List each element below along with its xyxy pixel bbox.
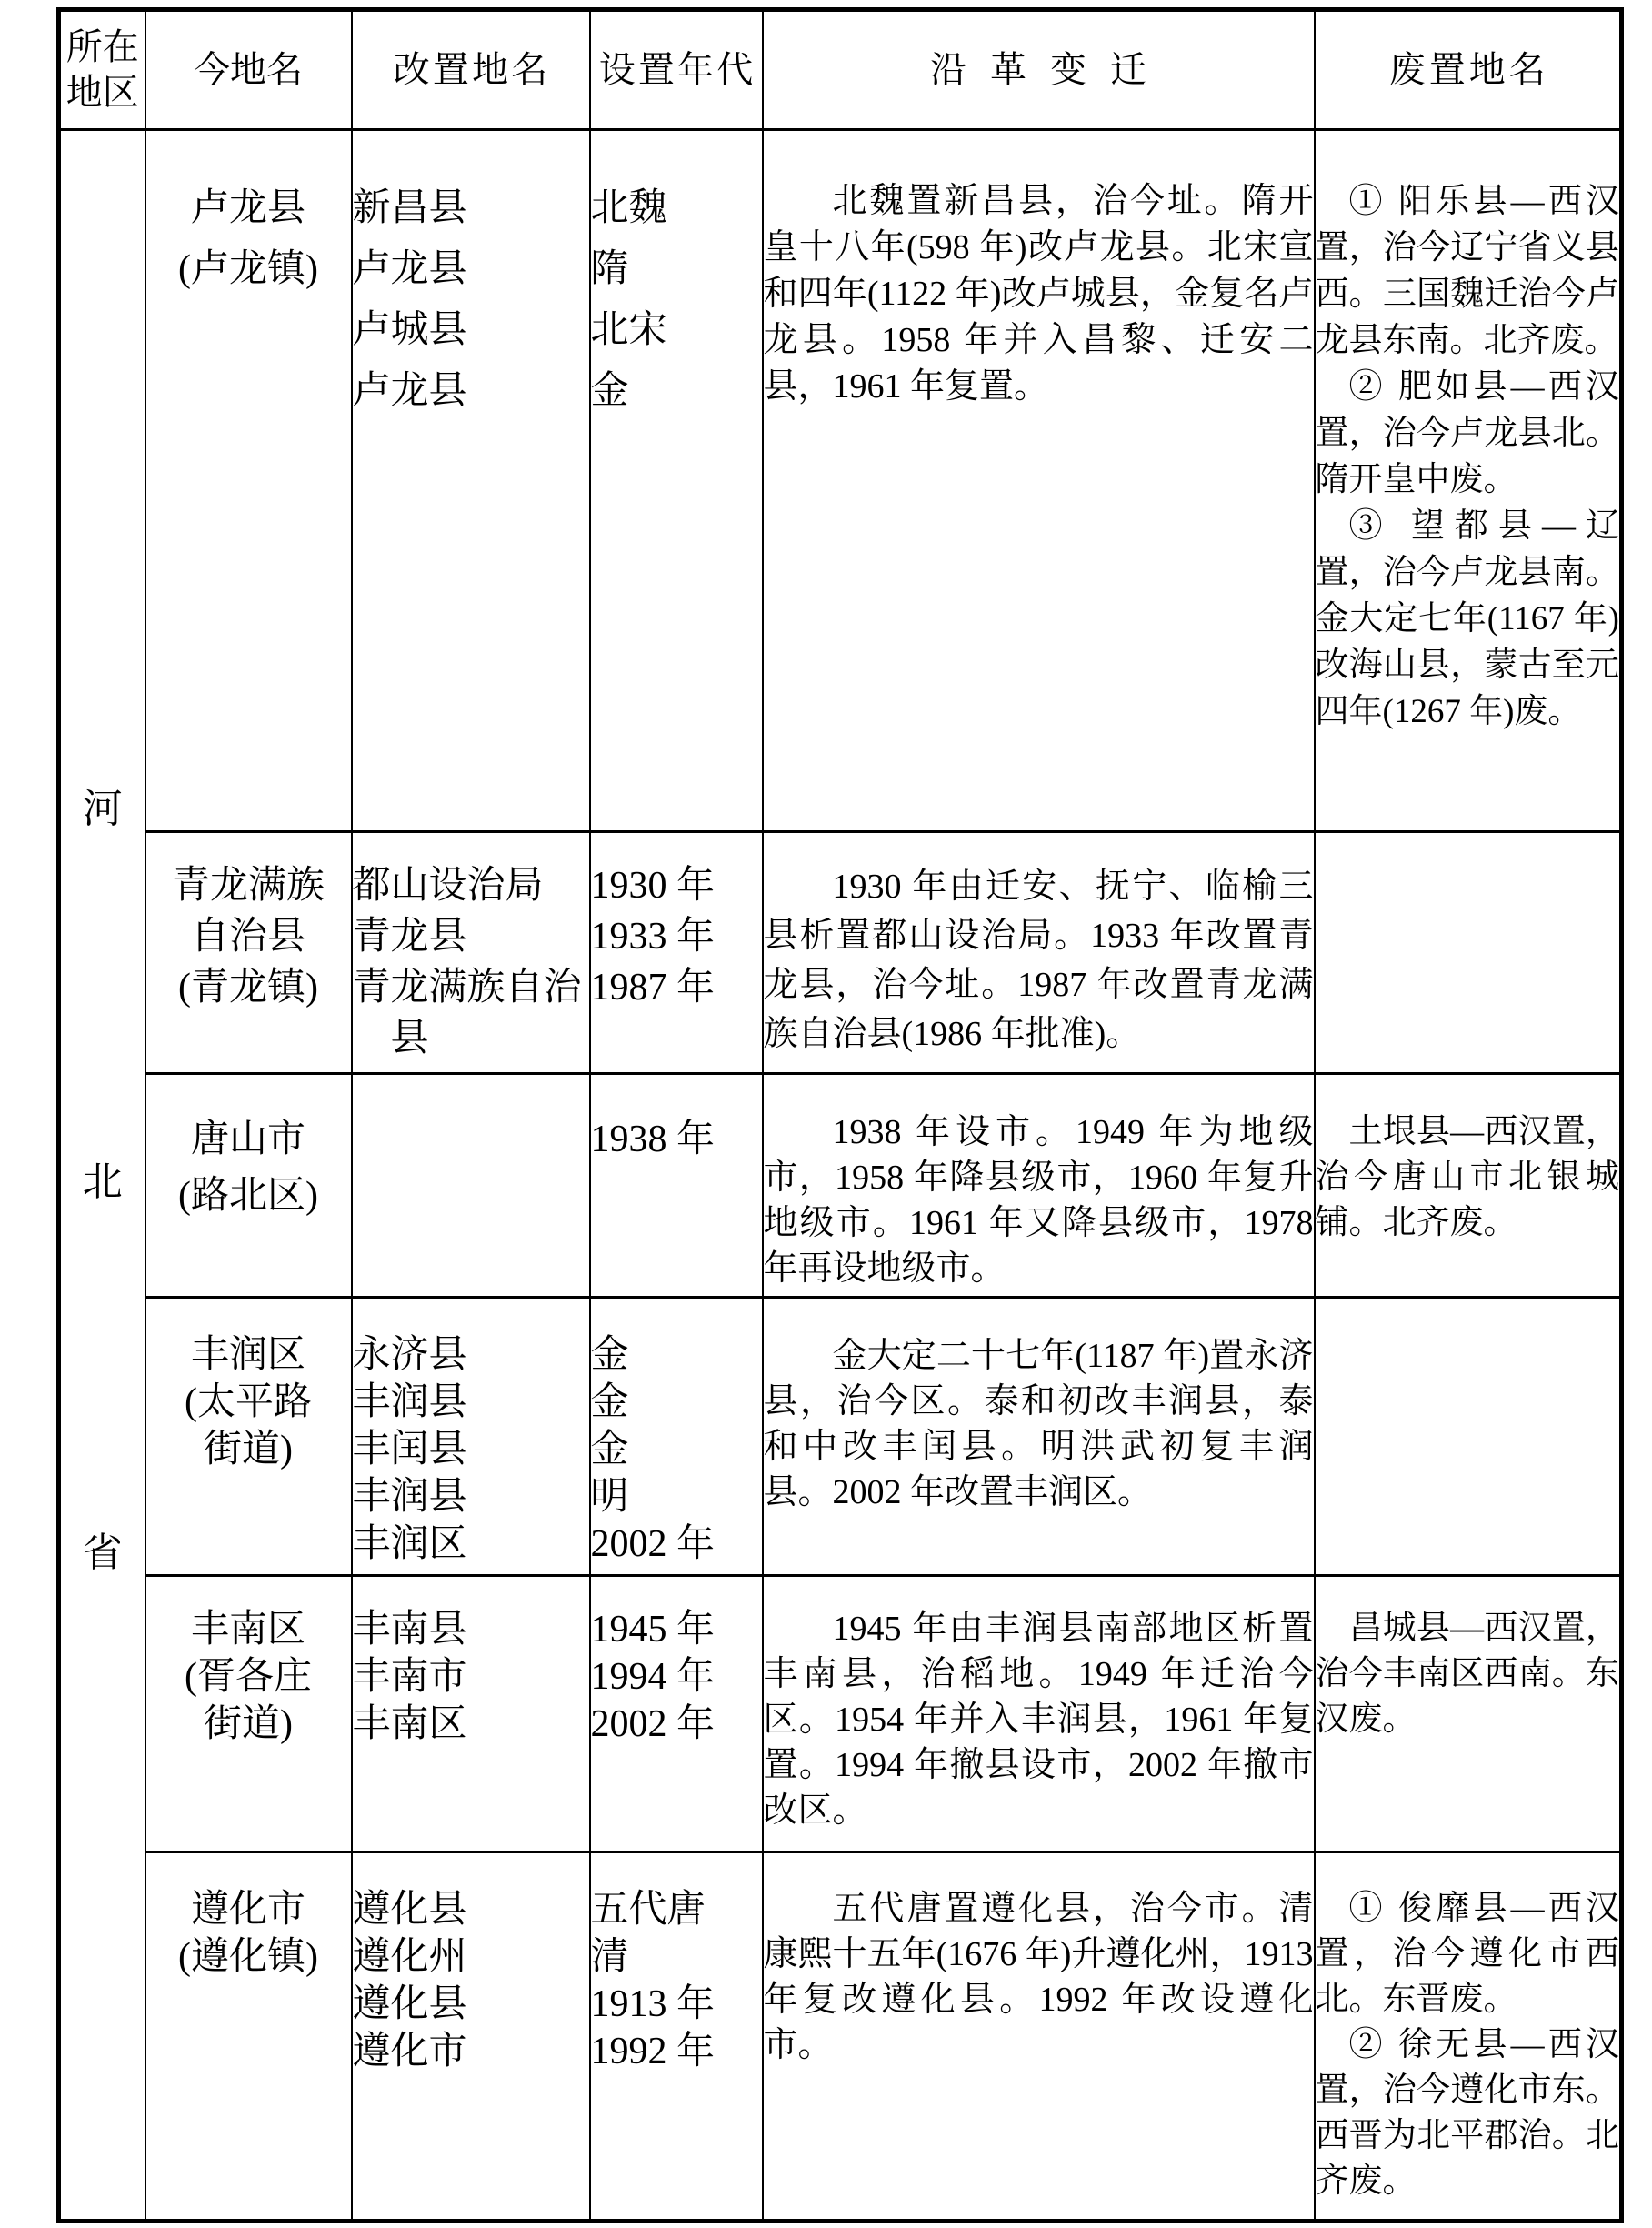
table-row <box>59 130 1622 832</box>
abolished-names-cell <box>1315 1852 1622 2222</box>
era-item: 北魏 <box>590 187 667 229</box>
current-name-line: (青龙镇) <box>178 967 318 1009</box>
header-evolution: 沿革变迁 <box>763 10 1315 130</box>
changed-name-item: 都山设治局 <box>352 865 544 907</box>
establishment-era-cell <box>590 1074 763 1298</box>
current-name-line: (遵化镇) <box>178 1936 318 1978</box>
changed-name-item: 遵化县 <box>352 1889 467 1931</box>
header-current-name: 今地名 <box>145 10 352 130</box>
changed-name-item: 丰润区 <box>352 1523 467 1565</box>
current-name-line: (路北区) <box>178 1175 318 1217</box>
evolution-cell <box>763 1298 1315 1576</box>
changed-name-item: 遵化市 <box>352 2031 467 2072</box>
establishment-era-cell <box>590 1852 763 2222</box>
era-item: 明 <box>590 1476 629 1518</box>
changed-name-item: 丰润县 <box>352 1381 467 1423</box>
placename-evolution-table <box>56 7 1624 2223</box>
current-name-line: 遵化市 <box>190 1889 305 1931</box>
era-item: 1992 年 <box>590 2031 716 2072</box>
abolished-names-cell <box>1315 130 1622 832</box>
era-item: 金 <box>590 1334 629 1376</box>
header-row <box>59 10 1622 130</box>
establishment-era-cell <box>590 832 763 1074</box>
current-name-cell <box>145 832 352 1074</box>
evolution-text: 北魏置新昌县，治今址。隋开皇十八年(598 年)改卢龙县。北宋宣和四年(1122 年)改卢城县，金复名卢龙县。1958 年并入昌黎、迁安二县，1961 年复置。 <box>763 182 1314 406</box>
abolished-name-item: ① 阳乐县—西汉置，治今辽宁省义县西。三国魏迁治今卢龙县东南。北齐废。 <box>1315 183 1619 359</box>
current-name-line: 街道) <box>204 1429 293 1470</box>
changed-name-item: 青龙县 <box>352 916 467 958</box>
evolution-cell <box>763 1852 1315 2222</box>
abolished-name-item: ③ 望都县—辽置，治今卢龙县南。金大定七年(1167 年)改海山县，蒙古至元四年(1267 年)废。 <box>1315 507 1619 730</box>
era-item: 1945 年 <box>590 1609 716 1651</box>
era-item: 1994 年 <box>590 1656 716 1698</box>
header-abolished-names: 废置地名 <box>1315 10 1622 130</box>
abolished-name-item: 昌城县—西汉置，治今丰南区西南。东汉废。 <box>1315 1610 1619 1738</box>
evolution-text: 1930 年由迁安、抚宁、临榆三县析置都山设治局。1933 年改置青龙县，治今址。1987 年改置青龙满族自治县(1986 年批准)。 <box>763 868 1314 1053</box>
era-item: 清 <box>590 1936 629 1978</box>
evolution-text: 五代唐置遵化县，治今市。清康熙十五年(1676 年)升遵化州，1913 年复改遵化县。1992 年改设遵化市。 <box>763 1890 1314 2064</box>
era-item: 2002 年 <box>590 1523 716 1565</box>
table-row <box>59 1576 1622 1852</box>
abolished-names-cell <box>1315 1576 1622 1852</box>
region-char: 省 <box>82 1530 123 1575</box>
table-row <box>59 1074 1622 1298</box>
changed-name-item: 青龙满族自治县 <box>352 967 582 1059</box>
era-item: 金 <box>590 370 629 412</box>
header-establishment-era: 设置年代 <box>590 10 763 130</box>
evolution-cell <box>763 130 1315 832</box>
era-item: 隋 <box>590 248 629 290</box>
changed-name-item: 新昌县 <box>352 187 467 229</box>
changed-name-item: 丰闰县 <box>352 1429 467 1470</box>
current-name-cell <box>145 1298 352 1576</box>
current-name-line: 卢龙县 <box>190 187 305 229</box>
region-char: 河 <box>82 787 123 831</box>
current-name-line: 青龙满族 <box>171 865 325 907</box>
era-item: 1933 年 <box>590 916 716 958</box>
changed-name-item: 丰润县 <box>352 1476 467 1518</box>
table-row <box>59 1298 1622 1576</box>
changed-name-item: 卢龙县 <box>352 370 467 412</box>
establishment-era-cell <box>590 1576 763 1852</box>
current-name-line: 唐山市 <box>190 1119 305 1160</box>
era-item: 2002 年 <box>590 1703 716 1745</box>
era-item: 金 <box>590 1381 629 1423</box>
changed-name-item: 丰南区 <box>352 1703 467 1745</box>
header-changed-names: 改置地名 <box>352 10 590 130</box>
current-name-cell <box>145 1852 352 2222</box>
abolished-name-item: ② 肥如县—西汉置，治今卢龙县北。隋开皇中废。 <box>1315 368 1619 498</box>
current-name-line: 丰南区 <box>190 1609 305 1651</box>
region-char: 北 <box>82 1159 123 1204</box>
changed-names-cell <box>352 832 590 1074</box>
current-name-line: 街道) <box>204 1703 293 1745</box>
abolished-name-item: ① 俊靡县—西汉置，治今遵化市西北。东晋废。 <box>1315 1890 1619 2018</box>
current-name-line: 自治县 <box>190 916 305 958</box>
current-name-cell <box>145 1074 352 1298</box>
changed-name-item: 丰南市 <box>352 1656 467 1698</box>
evolution-cell <box>763 832 1315 1074</box>
evolution-cell <box>763 1576 1315 1852</box>
evolution-text: 1938 年设市。1949 年为地级市，1958 年降县级市，1960 年复升地级市。1961 年又降县级市，1978 年再设地级市。 <box>763 1113 1314 1288</box>
era-item: 金 <box>590 1429 629 1470</box>
changed-names-cell <box>352 130 590 832</box>
changed-name-item: 丰南县 <box>352 1609 467 1651</box>
changed-name-item: 遵化州 <box>352 1936 467 1978</box>
changed-names-cell <box>352 1852 590 2222</box>
current-name-cell <box>145 130 352 832</box>
changed-name-item: 卢城县 <box>352 309 467 351</box>
abolished-names-cell <box>1315 1074 1622 1298</box>
table-row <box>59 1852 1622 2222</box>
current-name-line: (卢龙镇) <box>178 248 318 290</box>
establishment-era-cell <box>590 1298 763 1576</box>
current-name-line: (胥各庄 <box>185 1656 312 1698</box>
changed-names-cell <box>352 1298 590 1576</box>
era-item: 1938 年 <box>590 1119 716 1160</box>
abolished-names-cell <box>1315 1298 1622 1576</box>
era-item: 1987 年 <box>590 967 716 1009</box>
evolution-text: 1945 年由丰润县南部地区析置丰南县，治稻地。1949 年迁治今区。1954 年并入丰润县，1961 年复置。1994 年撤县设市，2002 年撤市改区。 <box>763 1610 1314 1830</box>
changed-name-item: 遵化县 <box>352 1983 467 2025</box>
current-name-cell <box>145 1576 352 1852</box>
era-item: 五代唐 <box>590 1889 706 1931</box>
evolution-text: 金大定二十七年(1187 年)置永济县，治今区。泰和初改丰润县，泰和中改丰闰县。明洪武初复丰润县。2002 年改置丰润区。 <box>763 1337 1314 1511</box>
changed-name-item: 卢龙县 <box>352 248 467 290</box>
establishment-era-cell <box>590 130 763 832</box>
era-item: 1913 年 <box>590 1983 716 2025</box>
changed-names-cell <box>352 1576 590 1852</box>
region-cell-hebei <box>59 130 145 2222</box>
header-region: 所在地区 <box>59 10 145 130</box>
era-item: 北宋 <box>590 309 667 351</box>
abolished-name-item: 土垠县—西汉置，治今唐山市北银城铺。北齐废。 <box>1315 1113 1619 1241</box>
abolished-name-item: ② 徐无县—西汉置，治今遵化市东。西晋为北平郡治。北齐废。 <box>1315 2026 1619 2200</box>
changed-name-item: 永济县 <box>352 1334 467 1376</box>
changed-names-cell <box>352 1074 590 1298</box>
era-item: 1930 年 <box>590 865 716 907</box>
table-row <box>59 832 1622 1074</box>
current-name-line: (太平路 <box>185 1381 312 1423</box>
abolished-names-cell <box>1315 832 1622 1074</box>
evolution-cell <box>763 1074 1315 1298</box>
current-name-line: 丰润区 <box>190 1334 305 1376</box>
